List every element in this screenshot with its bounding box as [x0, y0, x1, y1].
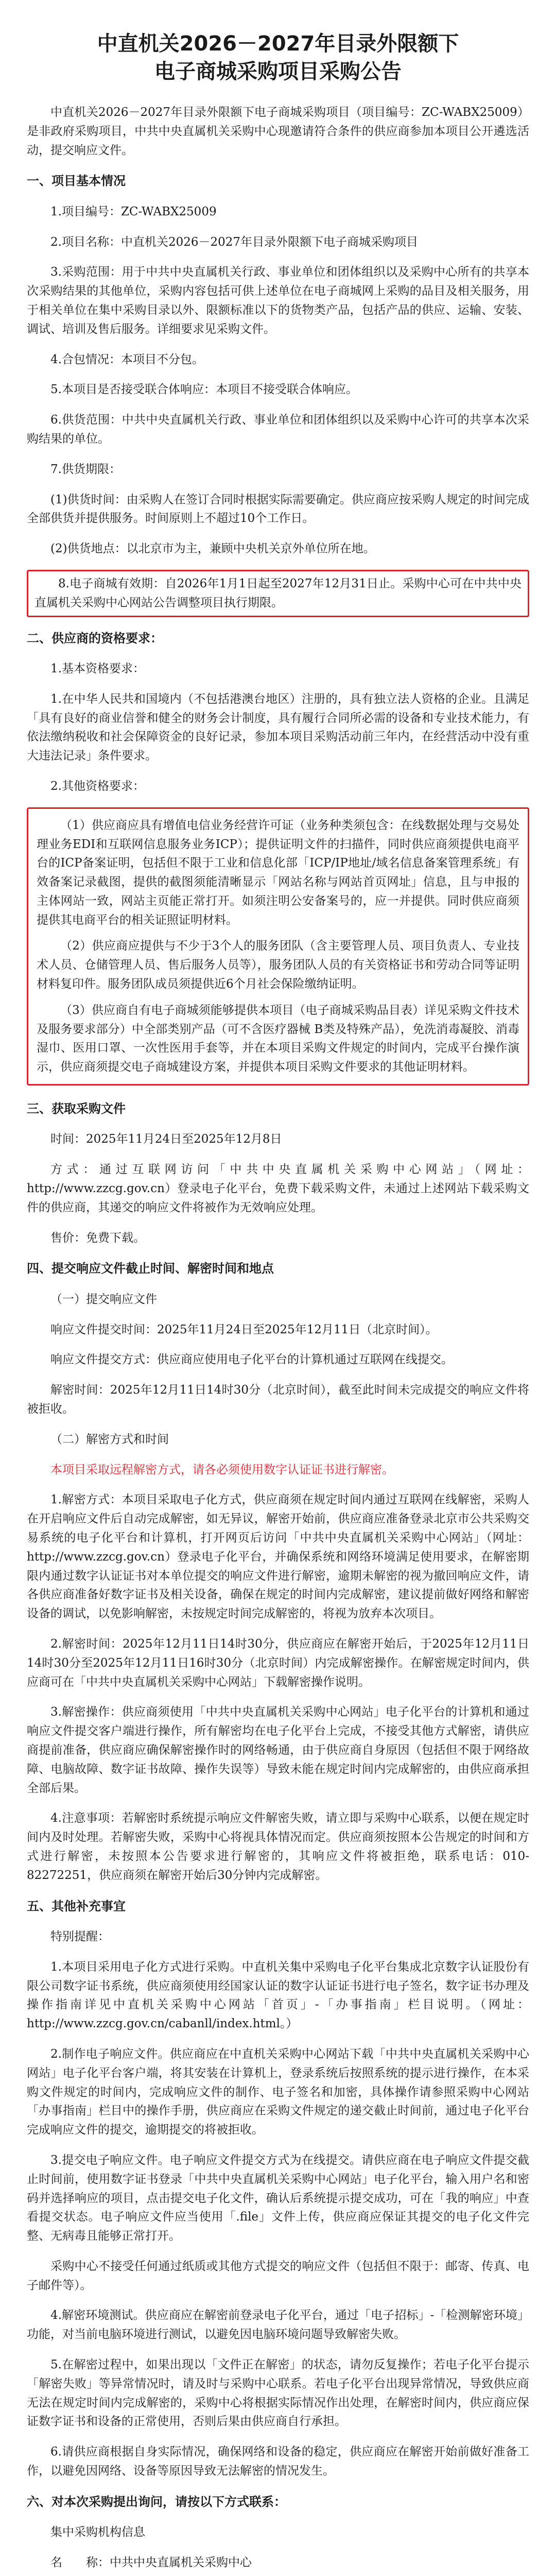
contact-name: 名 称：中共中央直属机关采购中心	[50, 2556, 252, 2570]
s2-box-item-2: （2）供应商应提供与不少于3个人的服务团队（含主要管理人员、项目负责人、专业技术人员、仓储管理人员、售后服务人员等），服务团队人员的有关资格证书和劳动合同等证明材料复印件。服务团队成员须提供近6个月社会保险缴纳证明。	[37, 939, 519, 991]
s4-item-3: 3.解密操作：供应商须使用「中共中央直属机关采购中心网站」电子化平台的计算机和通过响应文件提交客户端进行操作，所有解密均在电子化平台上完成，不接受其他方式解密，请供应商提前准备，供应商应确保解密操作时的网络畅通，由于供应商自身原因（包括但不限于网络故障、电脑故障、数字证书故障、操作失误等）导致未能在规定时间内完成解密的，由供应商承担全部后果。	[27, 1705, 529, 1795]
section-2-heading: 二、供应商的资格要求：	[27, 631, 163, 646]
s1-item-4: 4.合包情况：本项目不分包。	[50, 352, 204, 366]
s2-box-item-1: （1）供应商应具有增值电信业务经营许可证（业务种类须包含：在线数据处理与交易处理业务EDI和互联网信息服务业务ICP）；提供证明文件的扫描件，同时供应商须提供电商平台的ICP备案证明，包括但不限于工业和信息化部「ICP/IP地址/域名信息备案管理系统」有效备案记录截图，提供的截图须能清晰显示「网站名称与网站首页网址」信息，且与申报的主体网站一致，网站主页能正常打开。如须注明公安备案号的，应一并提供。同时供应商须提供其电商平台的相关证照证明材料。	[37, 818, 519, 927]
s4-red-notice: 本项目采取远程解密方式，请各必须使用数字认证证书进行解密。	[50, 1463, 394, 1477]
s4-para-2: 响应文件提交方式：供应商应使用电子化平台的计算机通过互联网在线提交。	[50, 1353, 453, 1367]
s1-sub-1: (1)供货时间：由采购人在签订合同时根据实际需要确定。供应商应按采购人规定的时间完成全部供货并提供服务。时间原则上不超过10个工作日。	[27, 493, 529, 526]
s4-item-1: 1.解密方式：本项目采取电子化方式，供应商须在规定时间内通过互联网在线解密，采购人在开启响应文件后自动完成解密，如无异议，解密开始前，供应商应准备登录北京市公共采购交易系统的电子化平台和计算机，打开网页后访问「中共中央直属机关采购中心网站」（网址：http://www.zzcg.gov.cn）登录电子化平台，并确保系统和网络环境满足使用要求，在解密期限内通过数字认证证书对本单位提交的响应文件进行解密，逾期未解密的视为撤回响应文件，请各供应商准备好数字证书及相关设备，确保在规定的时间内完成解密，建议提前做好网络和解密设备的调试，以免影响解密，未按规定时间完成解密的，将视为放弃本次项目。	[27, 1493, 529, 1621]
s5-item-3b: 采购中心不接受任何通过纸质或其他方式提交的响应文件（包括但不限于：邮寄、传真、电子邮件等）。	[27, 2259, 529, 2292]
s5-item-3: 3.提交电子响应文件。电子响应文件提交方式为在线提交。请供应商在电子响应文件提交截止时间前，使用数字证书登录「中共中央直属机关采购中心网站」电子化平台，输入用户名和密码并选择响应的项目，点击提交电子化文件，确认后系统提示提交成功，可在「我的响应」中查看提交状态。电子响应文件应当使用「.file」文件上传，供应商应保证其提交的电子化文件完整、无病毒且能够正常打开。	[27, 2153, 529, 2243]
s1-item-3: 3.采购范围：用于中共中央直属机关行政、事业单位和团体组织以及采购中心所有的共享本次采购结果的其他单位，采购内容包括可供上述单位在电子商城网上采购的品目及相关服务，用于相关单位在集中采购目录以外、限额标准以下的货物类产品，包括产品的供应、运输、安装、调试、培训及售后服务。详细要求见采购文件。	[27, 265, 529, 336]
s4-para-3: 解密时间：2025年12月11日14时30分（北京时间），截至此时间未完成提交的响应文件将被拒收。	[27, 1383, 529, 1416]
s5-item-6: 6.请供应商根据自身实际情况，确保网络和设备的稳定，供应商应在解密开始前做好准备工作，以避免因网络、设备等原因导致无法解密的情况发生。	[27, 2445, 529, 2478]
page-title	[27, 30, 529, 86]
s4-item-4: 4.注意事项：若解密时系统提示响应文件解密失败，请立即与采购中心联系，以便在规定时间内及时处理。若解密失败，采购中心将视具体情况而定。供应商须按照本公告规定的时间和方式进行解密，未按照本公告要求进行解密的，其响应文件将被拒绝，联系电话：010-82272251，供应商须在解密开始后30分钟内完成解密。	[27, 1811, 529, 1882]
s1-item-1: 1.项目编号：ZC-WABX25009	[50, 205, 217, 218]
highlight-qualification-box	[27, 807, 529, 1086]
s1-item-8: 8.电子商城有效期：自2026年1月1日起至2027年12月31日止。采购中心可在中共中央直属机关采购中心网站公告调整项目执行期限。	[34, 577, 522, 609]
s4-para-1: 响应文件提交时间：2025年11月24日至2025年12月11日（北京时间）。	[50, 1323, 438, 1336]
s4-subheading-2: （二）解密方式和时间	[50, 1432, 169, 1446]
s4-item-2: 2.解密时间：2025年12月11日14时30分，供应商应在解密开始后，于2025年12月11日14时30分至2025年12月11日16时30分（北京时间）内完成解密操作。在解密规定时间内，供应商可在「中共中央直属机关采购中心网站」下载解密操作说明。	[27, 1637, 529, 1689]
s5-item-4: 4.解密环境测试。供应商应在解密前登录电子化平台，通过「电子招标」-「检测解密环境」功能，对当前电脑环境进行测试，以避免因电脑环境问题导致解密失败。	[27, 2309, 529, 2342]
s5-item-2: 2.制作电子响应文件。供应商应在中直机关采购中心网站下载「中共中央直属机关采购中心网站」电子化平台客户端，将其安装在计算机上，登录系统后按照系统的提示进行操作，在本采购文件规定的时间内，完成响应文件的制作、电子签名和加密，具体操作请参照采购中心网站「办事指南」栏目中的操作手册，供应商应在采购文件规定的递交截止时间前，通过电子化平台完成响应文件的提交，逾期提交的将被拒收。	[27, 2047, 529, 2137]
s1-item-5: 5.本项目是否接受联合体响应：本项目不接受联合体响应。	[50, 383, 358, 397]
s3-method: 方式：通过互联网访问「中共中央直属机关采购中心网站」（网址：http://www.zzcg.gov.cn）登录电子化平台，免费下载采购文件，未通过上述网站下载采购文件的供应商，其递交的响应文件将被作为无效响应处理。	[27, 1163, 529, 1214]
s1-sub-2: (2)供货地点：以北京市为主，兼顾中央机关京外单位所在地。	[50, 542, 375, 556]
s4-subheading-1: （一）提交响应文件	[50, 1292, 157, 1306]
title-line-1: 中直机关2026－2027年目录外限额下	[97, 32, 459, 56]
s2-item-2-title: 2.其他资格要求：	[50, 779, 145, 793]
section-1-heading: 一、项目基本情况	[27, 174, 126, 189]
s5-item-1: 1.本项目采用电子化方式进行采购。中直机关集中采购电子化平台集成北京数字认证股份有限公司数字证书系统，供应商须使用经国家认证的数字认证证书进行电子签名，数字证书办理及操作指南详见中直机关采购中心网站「首页」-「办事指南」栏目说明。（网址：http://www.zzcg.gov.cn/cabanll/index.html。）	[27, 1960, 529, 2031]
highlight-validity-box	[27, 570, 529, 617]
intro-paragraph: 中直机关2026－2027年目录外限额下电子商城采购项目（项目编号：ZC-WABX25009）是非政府采购项目，中共中央直属机关采购中心现邀请符合条件的供应商参加本项目公开遴选活动，提交响应文件。	[27, 106, 529, 157]
title-line-2: 电子商城采购项目采购公告	[154, 60, 402, 83]
section-4-heading: 四、提交响应文件截止时间、解密时间和地点	[27, 1261, 274, 1276]
s2-box-item-3: （3）供应商自有电子商城须能够提供本项目（电子商城采购品目表）详见采购文件技术及服务要求部分）中全部类别产品（可不含医疗器械 B类及特殊产品），免洗消毒凝胶、消毒湿巾、医用口罩、一次性医用手套等，并在本项目采购文件规定的时间内，完成平台操作演示，供应商须提交电子商城建设方案，并提供本项目采购文件要求的其他证明材料。	[37, 1003, 519, 1074]
section-6-heading: 六、对本次采购提出询问，请按以下方式联系：	[27, 2494, 286, 2509]
section-5-heading: 五、其他补充事宜	[27, 1899, 126, 1913]
s2-item-1-title: 1.基本资格要求：	[50, 662, 145, 675]
s5-item-5: 5.在解密过程中，如果出现以「文件正在解密」的状态，请勿反复操作；若电子化平台提示「解密失败」等异常情况时，请及时与采购中心联系。若电子化平台出现异常情况，导致供应商无法在规定时间内完成解密的，采购中心将根据实际情况作出处理，在解密时间内，供应商应保证数字证书和设备的正常使用，否则后果由供应商自行承担。	[27, 2358, 529, 2429]
s5-subheading: 特别提醒：	[50, 1929, 110, 1943]
s1-item-6: 6.供货范围：中共中央直属机关行政、事业单位和团体组织以及采购中心许可的共享本次采购结果的单位。	[27, 413, 529, 446]
s3-price: 售价：免费下载。	[50, 1231, 145, 1245]
contact-header: 集中采购机构信息	[50, 2526, 145, 2539]
s1-item-2: 2.项目名称：中直机关2026－2027年目录外限额下电子商城采购项目	[50, 235, 419, 249]
s2-item-1-body: 1.在中华人民共和国境内（不包括港澳台地区）注册的，具有独立法人资格的企业。且满足「具有良好的商业信誉和健全的财务会计制度，具有履行合同所必需的设备和专业技术能力，有依法缴纳税收和社会保障资金的良好记录，参加本项目采购活动前三年内，在经营活动中没有重大违法记录」条件要求。	[27, 692, 529, 763]
section-3-heading: 三、获取采购文件	[27, 1101, 126, 1116]
s3-time: 时间：2025年11月24日至2025年12月8日	[50, 1132, 282, 1146]
s1-item-7: 7.供货期限：	[50, 462, 121, 476]
